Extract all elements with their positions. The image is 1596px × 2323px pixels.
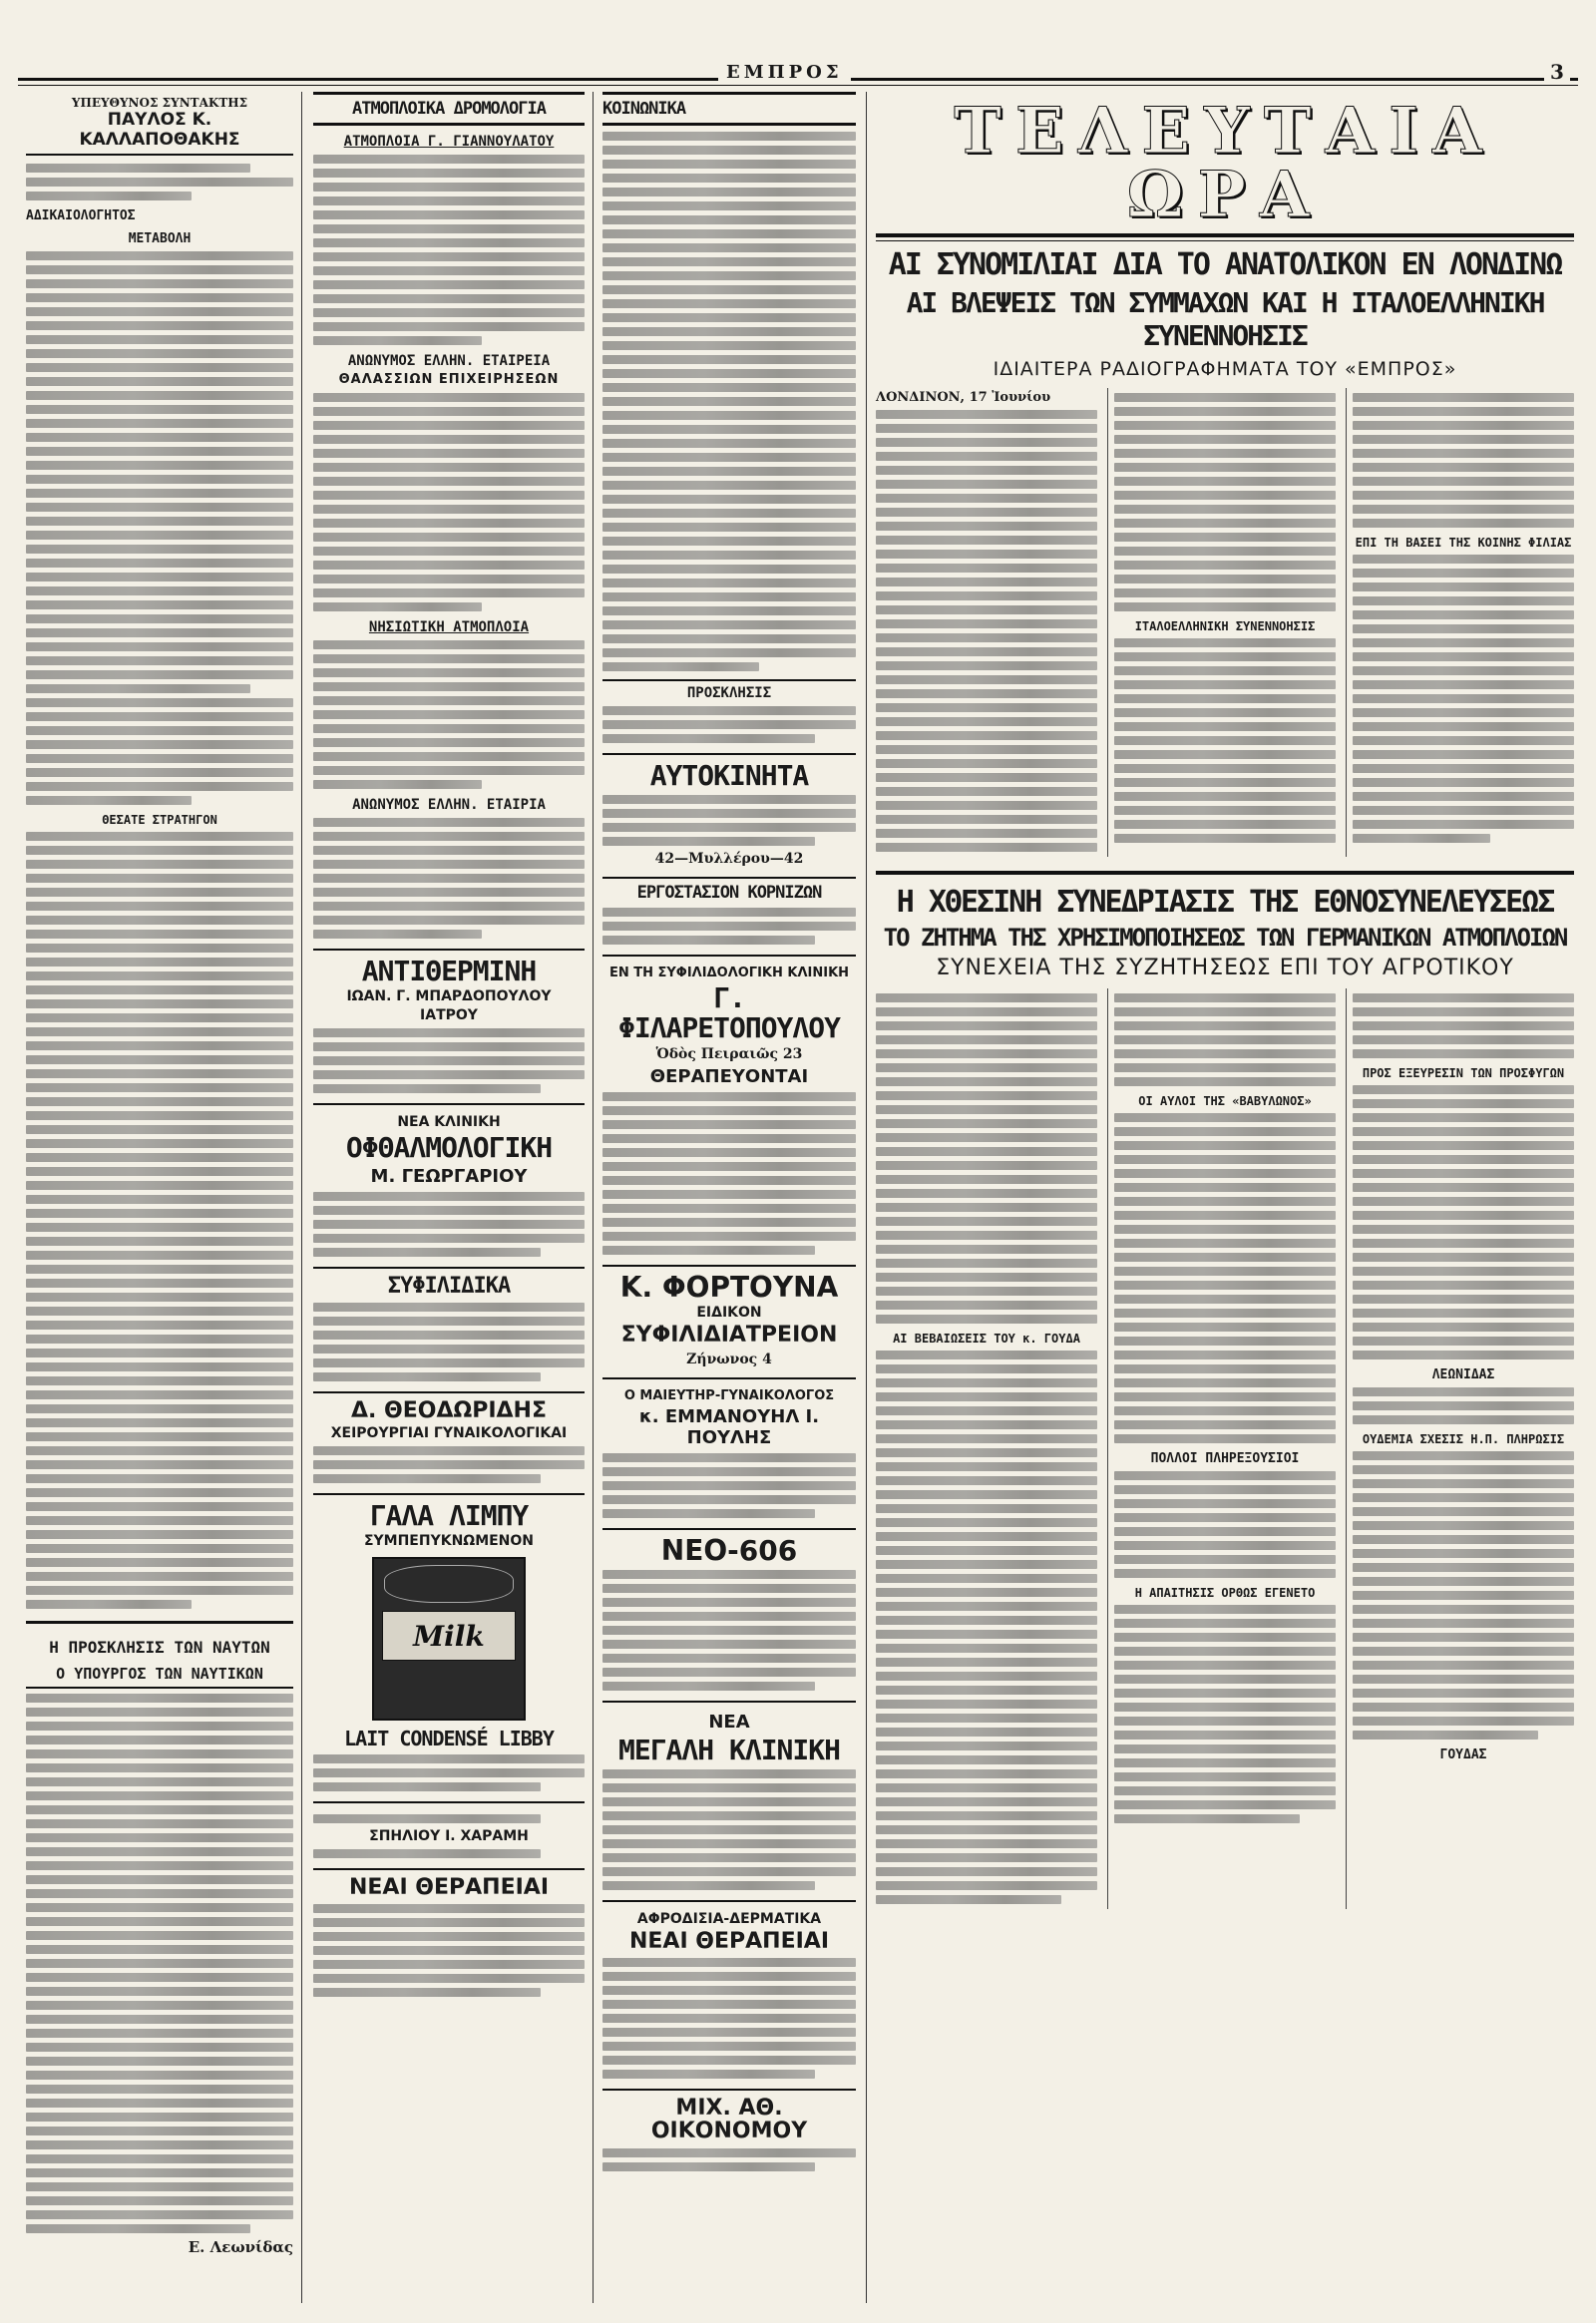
ad-kicker: Ο ΜΑΙΕΥΤΗΡ-ΓΥΝΑΙΚΟΛΟΓΟΣ — [623, 1387, 835, 1403]
ad-text — [313, 1754, 585, 1791]
shipping-line-2: ΝΗΣΙΩΤΙΚΗ ΑΤΜΟΠΛΟΙΑ — [368, 618, 530, 635]
social-text — [602, 706, 856, 743]
ad-fortouna — [602, 1265, 856, 1366]
news-columns — [876, 388, 1574, 857]
byline-name: ΠΑΥΛΟΣ Κ. ΚΑΛΛΑΠΟΘΑΚΗΣ — [26, 110, 293, 156]
intro-phrase: ΑΔΙΚΑΙΟΛΟΓΗΤΟΣ — [26, 208, 136, 223]
ad-title: ΑΝΤΙΘΕΡΜΙΝΗ — [361, 954, 537, 987]
ad-text — [313, 1814, 585, 1823]
ad-address: 42—Μυλλέρου—42 — [654, 851, 804, 868]
parliament-headline-1: Η ΧΘΕΣΙΝΗ ΣΥΝΕΔΡΙΑΣΙΣ ΤΗΣ ΕΘΝΟΣΥΝΕΛΕΥΣΕΩΣ — [896, 885, 1554, 920]
headline-3: ΙΔΙΑΙΤΕΡΑ ΡΑΔΙΟΓΡΑΦΗΜΑΤΑ ΤΟΥ «ΕΜΠΡΟΣ» — [993, 358, 1457, 380]
ad-text — [602, 1453, 856, 1518]
article-text — [1353, 555, 1574, 843]
paper-name: ΕΜΠΡΟΣ — [718, 62, 851, 83]
ad-subtitle: ΣΥΜΠΕΠΥΚΝΩΜΕΝΟΝ — [363, 1533, 535, 1550]
article-text — [1353, 1451, 1574, 1740]
parliament-columns — [876, 988, 1574, 1909]
ad-subtitle: ΙΩΑΝ. Γ. ΜΠΑΡΔΟΠΟΥΛΟΥ — [346, 988, 552, 1005]
ad-text — [313, 1028, 585, 1093]
ad-text — [602, 2148, 856, 2171]
main-heading: ΤΕΛΕΥΤΑΙΑ ΩΡΑ — [954, 94, 1496, 232]
intro-phrase-2: ΜΕΤΑΒΟΛΗ — [128, 231, 192, 246]
headline-2: ΑΙ ΒΛΕΨΕΙΣ ΤΩΝ ΣΥΜΜΑΧΩΝ ΚΑΙ Η ΙΤΑΛΟΕΛΛΗΝΙΚΗ ΣΥΝΕΝΝΟΗΣΙΣ — [906, 286, 1544, 352]
ad-ophthalmology — [313, 1103, 585, 1256]
schedule-text — [313, 818, 585, 939]
shipping-company-2: ΑΝΩΝΥΜΟΣ ΕΛΛΗΝ. ΕΤΑΙΡΙΑ — [352, 796, 546, 813]
parliament-headline-2: ΤΟ ΖΗΤΗΜΑ ΤΗΣ ΧΡΗΣΙΜΟΠΟΙΗΣΕΩΣ ΤΩΝ ΓΕΡΜΑΝΙΚΩΝ ΑΤΜΟΠΛΟΙΩΝ — [883, 924, 1567, 952]
ad-subtitle: ΕΙΔΙΚΟΝ — [696, 1305, 762, 1322]
ad-address: Ζήνωνος 4 — [686, 1351, 772, 1367]
subhead-common-friendship: ΕΠΙ ΤΗ ΒΑΣΕΙ ΤΗΣ ΚΟΙΝΗΣ ΦΙΛΙΑΣ — [1355, 536, 1572, 550]
ad-text — [313, 1904, 585, 1997]
schedule-text — [313, 393, 585, 611]
ad-theodoridis — [313, 1391, 585, 1483]
schedule-text — [313, 155, 585, 345]
ad-title: ΟΦΘΑΛΜΟΛΟΓΙΚΗ — [345, 1131, 553, 1165]
column-rule — [866, 92, 867, 2303]
article-text — [1353, 1387, 1574, 1424]
signature-polloi: ΠΟΛΛΟΙ ΠΛΗΡΕΞΟΥΣΙΟΙ — [1150, 1451, 1300, 1466]
subhead-italo-hellenic: ΙΤΑΛΟΕΛΛΗΝΙΚΗ ΣΥΝΕΝΝΟΗΣΙΣ — [1134, 619, 1316, 633]
ad-title: Γ. ΦΙΛΑΡΕΤΟΠΟΥΛΟΥ — [617, 981, 840, 1044]
ad-subtitle: ΘΕΡΑΠΕΥΟΝΤΑΙ — [649, 1066, 809, 1088]
milk-can-illustration — [372, 1557, 526, 1721]
ad-subtitle: ΙΑΤΡΟΥ — [420, 1007, 478, 1024]
ad-charamis — [313, 1801, 585, 1858]
column-editorial — [26, 92, 293, 2303]
ad-text — [602, 1769, 856, 1890]
article-text — [26, 1694, 293, 2233]
ad-kicker: ΑΦΡΟΔΙΣΙΑ-ΔΕΡΜΑΤΙΚΑ — [636, 1911, 822, 1928]
column-rule — [301, 92, 302, 2303]
signature-goudas: ΓΟΥΔΑΣ — [1439, 1747, 1487, 1762]
ad-title: ΣΥΦΙΛΙΔΙΚΑ — [387, 1273, 511, 1299]
ad-neo-606 — [602, 1528, 856, 1691]
news-column — [1107, 388, 1336, 857]
ad-kicker: ΝΕΑ — [708, 1711, 750, 1733]
subhead-prosfyges: ΠΡΟΣ ΕΞΕΥΡΕΣΙΝ ΤΩΝ ΠΡΟΣΦΥΓΩΝ — [1362, 1066, 1565, 1080]
ad-title: ΝΕΟ-606 — [660, 1533, 798, 1567]
article-text — [1114, 393, 1336, 611]
subhead-apaitisis: Η ΑΠΑΙΤΗΣΙΣ ΟΡΘΩΣ ΕΓΕΝΕΤΟ — [1134, 1586, 1316, 1600]
ad-title: Κ. ΦΟΡΤΟΥΝΑ — [619, 1271, 839, 1305]
parliament-header — [876, 871, 1574, 980]
ad-text — [602, 1958, 856, 2079]
ad-subtitle: Μ. ΓΕΩΡΓΑΡΙΟΥ — [370, 1165, 528, 1187]
ad-text — [313, 1303, 585, 1381]
article-text — [1114, 1471, 1336, 1578]
signature-leonidas: ΛΕΩΝΙΔΑΣ — [1431, 1367, 1495, 1382]
ad-title: ΝΕΑΙ ΘΕΡΑΠΕΙΑΙ — [348, 1875, 550, 1901]
article-text — [26, 251, 293, 805]
ad-libby-milk — [313, 1493, 585, 1791]
ad-antithermini — [313, 949, 585, 1093]
article-text — [26, 164, 293, 200]
ad-poulis — [602, 1377, 856, 1518]
ad-title: ΜΙΧ. ΑΘ. ΟΙΚΟΝΟΜΟΥ — [650, 2096, 808, 2144]
ad-kicker: ΕΝ ΤΗ ΣΥΦΙΛΙΔΟΛΟΓΙΚΗ ΚΛΙΝΙΚΗ — [608, 966, 850, 981]
dateline: ΛΟΝΔΙΝΟΝ, 17 Ἰουνίου — [876, 390, 1051, 405]
ad-subtitle: ΣΠΗΛΙΟΥ Ι. ΧΑΡΑΜΗ — [369, 1828, 529, 1845]
ad-megali-kliniki — [602, 1701, 856, 1890]
ad-title: ΑΥΤΟΚΙΝΗΤΑ — [649, 759, 809, 792]
ad-title: κ. ΕΜΜΑΝΟΥΗΛ Ι. ΠΟΥΛΗΣ — [638, 1405, 820, 1448]
ad-subtitle: ΧΕΙΡΟΥΡΓΙΑΙ ΓΥΝΑΙΚΟΛΟΓΙΚΑΙ — [330, 1424, 568, 1441]
article-text — [876, 993, 1097, 1324]
ad-frames-factory — [602, 877, 856, 945]
ad-text — [602, 795, 856, 846]
news-column — [1107, 988, 1336, 1909]
ad-filaretopoulos — [602, 955, 856, 1255]
ad-address: Ὁδὸς Πειραιῶς 23 — [655, 1046, 803, 1063]
shipping-line-1: ΑΤΜΟΠΛΟΙΑ Γ. ΓΙΑΝΝΟΥΛΑΤΟΥ — [343, 134, 555, 150]
ad-kicker: ΝΕΑ ΚΛΙΝΙΚΗ — [397, 1114, 501, 1131]
ad-cars — [602, 753, 856, 867]
ad-text — [602, 1092, 856, 1255]
subhead-thesate: ΘΕΣΑΤΕ ΣΤΡΑΤΗΓΟΝ — [102, 813, 217, 827]
article-text — [1353, 993, 1574, 1058]
ad-title: ΓΑΛΑ ΛΙΜΠΥ — [369, 1498, 529, 1532]
byline-role: ΥΠΕΥΘΥΝΟΣ ΣΥΝΤΑΚΤΗΣ — [71, 96, 248, 110]
headline-1: ΑΙ ΣΥΝΟΜΙΛΙΑΙ ΔΙΑ ΤΟ ΑΝΑΤΟΛΙΚΟΝ ΕΝ ΛΟΝΔΙΝΩ — [888, 247, 1562, 282]
ad-footer: LAIT CONDENSÉ LIBBY — [344, 1727, 554, 1751]
article-text — [26, 832, 293, 1609]
article-text — [1114, 1605, 1336, 1823]
signature: Ε. Λεωνίδας — [188, 2238, 293, 2256]
article-text — [1114, 1113, 1336, 1443]
article-text — [1114, 993, 1336, 1086]
article-text — [1353, 393, 1574, 528]
news-column — [1346, 988, 1574, 1909]
subhead-invitations: ΠΡΟΣΚΛΗΣΙΣ — [602, 679, 856, 701]
ad-title: ΕΡΓΟΣΤΑΣΙΟΝ ΚΟΡΝΙΖΩΝ — [636, 883, 822, 904]
article-text — [876, 1351, 1097, 1904]
column-rule — [593, 92, 594, 2303]
schedule-text — [313, 640, 585, 789]
subhead-goudas: ΑΙ ΒΕΒΑΙΩΣΕΙΣ ΤΟΥ κ. ΓΟΥΔΑ — [893, 1332, 1080, 1346]
news-column — [1346, 388, 1574, 857]
ad-title: Δ. ΘΕΟΔΩΡΙΔΗΣ — [351, 1397, 547, 1423]
shipping-company-1: ΑΝΩΝΥΜΟΣ ΕΛΛΗΝ. ΕΤΑΙΡΕΙΑ — [347, 353, 551, 369]
page-number: 3 — [1544, 60, 1570, 84]
news-column — [876, 388, 1097, 857]
ad-oikonomou — [602, 2089, 856, 2170]
parliament-headline-3: ΣΥΝΕΧΕΙΑ ΤΗΣ ΣΥΖΗΤΗΣΕΩΣ ΕΠΙ ΤΟΥ ΑΓΡΟΤΙΚΟΥ — [936, 956, 1514, 980]
milk-label: Milk — [382, 1611, 516, 1661]
ad-text — [313, 1192, 585, 1257]
subhead-vavylonos: ΟΙ ΑΥΛΟΙ ΤΗΣ «ΒΑΒΥΛΩΝΟΣ» — [1138, 1094, 1312, 1108]
section-title-social: ΚΟΙΝΩΝΙΚΑ — [602, 92, 856, 126]
ad-text — [602, 1570, 856, 1691]
social-text — [602, 132, 856, 671]
article-text — [1114, 638, 1336, 843]
section-title-shipping: ΑΤΜΟΠΛΟΙΚΑ ΔΡΟΜΟΛΟΓΙΑ — [313, 92, 585, 126]
ad-subtitle-2: ΣΥΦΙΛΙΔΙΑΤΡΕΙΟΝ — [620, 1323, 838, 1349]
latest-news-section — [876, 92, 1574, 1909]
article-text — [876, 410, 1097, 852]
ad-afrodisia — [602, 1900, 856, 2079]
article-text — [1353, 1085, 1574, 1359]
ad-text — [313, 1849, 585, 1858]
section-sub-naftes: Ο ΥΠΟΥΡΓΟΣ ΤΩΝ ΝΑΥΤΙΚΩΝ — [26, 1665, 293, 1689]
ad-title: ΜΕΓΑΛΗ ΚΛΙΝΙΚΗ — [617, 1733, 840, 1766]
ad-text — [602, 908, 856, 945]
section-title-naftes: Η ΠΡΟΣΚΛΗΣΙΣ ΤΩΝ ΝΑΥΤΩΝ — [49, 1638, 270, 1657]
ad-syfilidika — [313, 1267, 585, 1381]
ad-text — [313, 1446, 585, 1483]
column-social-ads — [602, 92, 856, 2303]
ad-neai-therapeiai — [313, 1868, 585, 1997]
shipping-company-1-sub: ΘΑΛΑΣΣΙΩΝ ΕΠΙΧΕΙΡΗΣΕΩΝ — [338, 372, 560, 387]
subhead-olympia: ΟΥΔΕΜΙΑ ΣΧΕΣΙΣ Η.Π. ΠΛΗΡΩΣΙΣ — [1362, 1432, 1565, 1446]
news-column — [876, 988, 1097, 1909]
column-shipping-ads — [313, 92, 585, 2303]
ad-title: ΝΕΑΙ ΘΕΡΑΠΕΙΑΙ — [628, 1929, 830, 1955]
